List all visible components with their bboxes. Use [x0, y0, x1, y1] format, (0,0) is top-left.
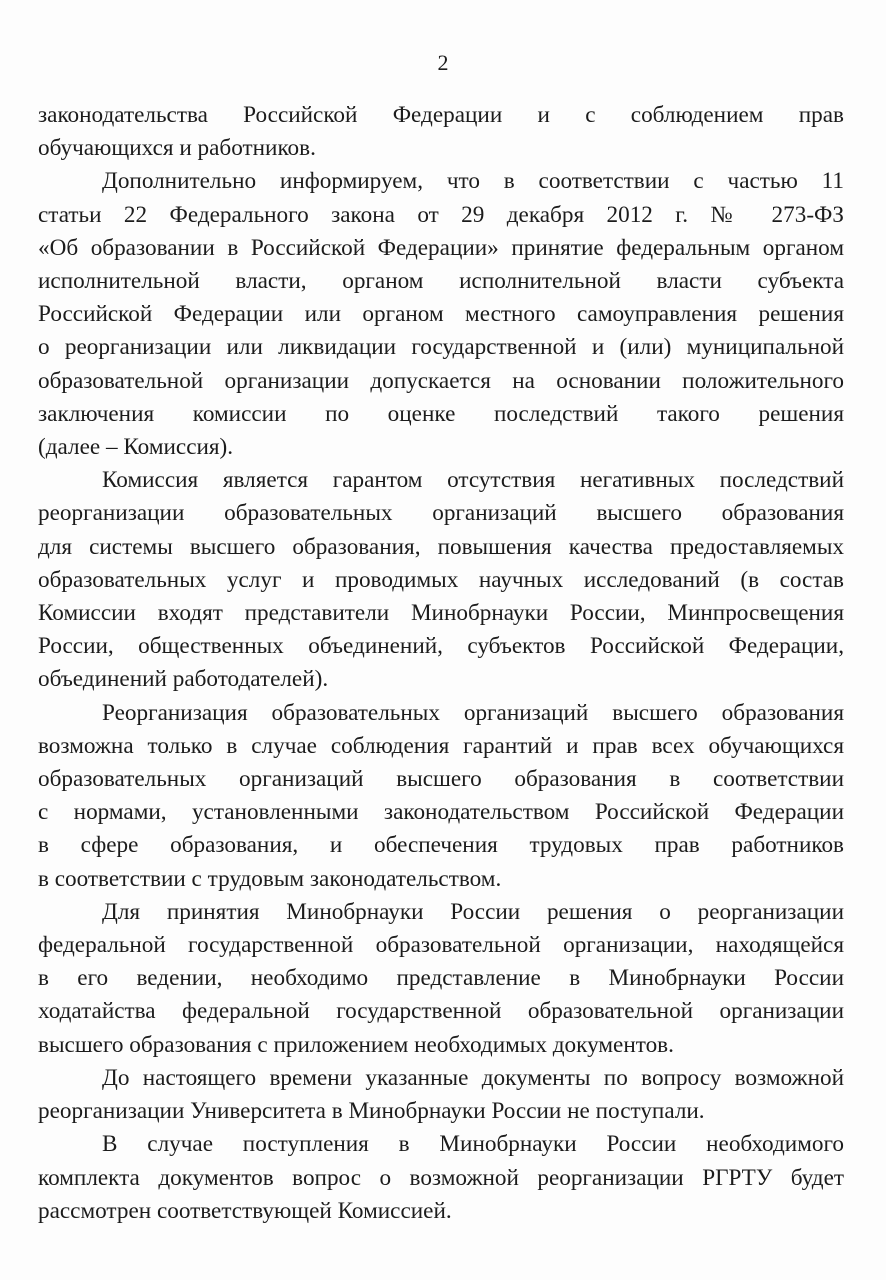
text-line: высшего образования с приложением необходимых документов. [38, 1031, 674, 1058]
text-line: России, общественных объединений, субъектов Российской Федерации, [38, 633, 844, 660]
text-line: Для принятия Минобрнауки России решения о реорганизации [102, 898, 844, 925]
paragraph [38, 697, 844, 896]
text-line: В случае поступления в Минобрнауки России необходимого [102, 1131, 844, 1158]
text-line: ходатайства федеральной государственной образовательной организации [38, 998, 844, 1025]
text-line: заключения комиссии по оценке последствий такого решения [38, 400, 844, 427]
text-line: объединений работодателей). [38, 666, 329, 693]
paragraph [38, 99, 844, 165]
paragraph [38, 1062, 844, 1128]
text-line: в его ведении, необходимо представление в Минобрнауки России [38, 965, 844, 992]
text-line: законодательства Российской Федерации и с соблюдением прав [38, 102, 844, 128]
text-line: (далее – Комиссия). [38, 434, 234, 461]
paragraph [38, 896, 844, 1062]
paragraph [38, 464, 844, 696]
text-line: статьи 22 Федерального закона от 29 декабря 2012 г. № 273-ФЗ [38, 201, 844, 228]
text-line: Российской Федерации или органом местного самоуправления решения [38, 301, 844, 328]
text-line: в соответствии с трудовым законодательством. [38, 865, 502, 892]
text-line: о реорганизации или ликвидации государственной и (или) муниципальной [38, 334, 844, 361]
text-line: с нормами, установленными законодательством Российской Федерации [38, 799, 844, 826]
text-line: в сфере образования, и обеспечения трудовых прав работников [38, 832, 844, 859]
text-line: комплекта документов вопрос о возможной реорганизации РГРТУ будет [38, 1164, 844, 1191]
text-line: реорганизации образовательных организаций высшего образования [38, 500, 844, 527]
text-line: образовательной организации допускается на основании положительного [38, 367, 844, 394]
paragraph [38, 1128, 844, 1228]
text-line: Комиссия является гарантом отсутствия негативных последствий [102, 467, 844, 494]
paragraph [38, 165, 844, 464]
text-line: До настоящего времени указанные документы по вопросу возможной [102, 1064, 844, 1091]
text-line: «Об образовании в Российской Федерации» принятие федеральным органом [38, 234, 844, 261]
text-line: образовательных организаций высшего образования в соответствии [38, 766, 844, 793]
text-line: возможна только в случае соблюдения гарантий и прав всех обучающихся [38, 732, 844, 759]
text-line: обучающихся и работников. [38, 135, 316, 162]
page-number: 2 [437, 50, 449, 75]
text-line: рассмотрен соответствующей Комиссией. [38, 1197, 452, 1224]
text-line: для системы высшего образования, повышения качества предоставляемых [38, 533, 844, 560]
text-line: Комиссии входят представители Минобрнауки России, Минпросвещения [38, 600, 844, 627]
text-line: Дополнительно информируем, что в соответствии с частью 11 [102, 168, 844, 195]
text-line: исполнительной власти, органом исполнительной власти субъекта [38, 268, 844, 295]
text-line: реорганизации Университета в Минобрнауки России не поступали. [38, 1098, 705, 1125]
text-line: Реорганизация образовательных организаций высшего образования [102, 699, 844, 726]
text-line: федеральной государственной образовательной организации, находящейся [38, 932, 844, 959]
text-line: образовательных услуг и проводимых научных исследований (в состав [38, 566, 844, 593]
letter-body [38, 99, 844, 1228]
